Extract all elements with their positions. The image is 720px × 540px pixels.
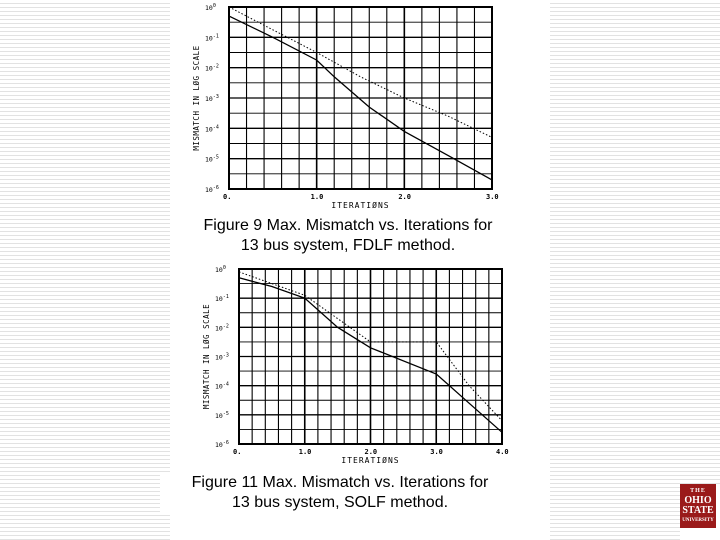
left-striped-background (0, 0, 170, 540)
chart2-y-tick-label: $10^{-5}$ (215, 410, 229, 420)
figure-11-caption-line-2: 13 bus system, SOLF method. (231, 494, 449, 511)
chart2-y-tick-label: $10^{-4}$ (215, 381, 229, 391)
chart2-y-tick-label: $10^{-6}$ (215, 440, 229, 449)
chart1-y-tick-label: $10^{-2}$ (205, 63, 219, 73)
logo-text-state: STATE (682, 505, 714, 516)
chart1-y-tick-label: $10^{-6}$ (205, 185, 219, 194)
figure-11-plot (185, 262, 520, 472)
chart2-x-tick-label: 1.0 (298, 448, 312, 456)
figure-11-caption (160, 473, 520, 513)
chart1-y-tick-label: $10^{-4}$ (205, 124, 219, 134)
chart2-x-tick-label: 0. (233, 448, 242, 456)
chart1-y-tick-label: $10^{-3}$ (205, 94, 219, 103)
chart2-x-tick-label: 4.0 (496, 448, 509, 456)
figure-9-chart (175, 0, 510, 218)
chart2-y-axis-label: MISMATCH IN LØG SCALE (202, 303, 211, 410)
chart2-x-tick-label: 3.0 (430, 448, 443, 456)
chart2-y-tick-label: $10^{-3}$ (215, 352, 229, 362)
figure-9-caption-line-1: Figure 9 Max. Mismatch vs. Iterations for (203, 217, 493, 234)
logo-text-university: UNIVERSITY (682, 518, 714, 523)
figure-11-chart (185, 262, 520, 472)
chart1-x-axis-label: ITERATIØNS (331, 201, 390, 210)
chart1-y-axis-label: MISMATCH IN LØG SCALE (192, 45, 201, 151)
chart1-y-tick-label: $10^{-1}$ (205, 33, 219, 43)
chart1-x-tick-label: 0. (223, 193, 232, 201)
logo-text-ohio: OHIO (684, 495, 712, 506)
chart1-x-tick-label: 3.0 (486, 193, 499, 201)
ohio-state-logo (680, 484, 720, 540)
figure-9-caption-line-2: 13 bus system, FDLF method. (240, 237, 456, 254)
chart2-y-tick-label: $10^{-2}$ (215, 323, 229, 333)
chart2-y-tick-label: $10^{-1}$ (215, 294, 229, 304)
right-striped-background (550, 0, 720, 540)
ohio-state-logo-mark (680, 484, 716, 528)
figure-9-plot (175, 0, 510, 218)
chart1-x-tick-label: 1.0 (310, 193, 324, 201)
logo-text-the: THE (690, 488, 706, 494)
chart1-y-tick-label: $10^{-5}$ (205, 154, 219, 164)
chart1-series-dotted-line (229, 7, 492, 137)
chart2-x-axis-label: ITERATIØNS (341, 456, 400, 465)
chart2-y-tick-label: $10^0$ (215, 265, 226, 274)
chart1-y-tick-label: $10^0$ (205, 3, 216, 12)
chart1-x-tick-label: 2.0 (398, 193, 411, 201)
chart2-x-tick-label: 2.0 (364, 448, 378, 456)
figure-9-caption (176, 216, 520, 256)
figure-11-caption-line-1: Figure 11 Max. Mismatch vs. Iterations for (191, 474, 489, 491)
